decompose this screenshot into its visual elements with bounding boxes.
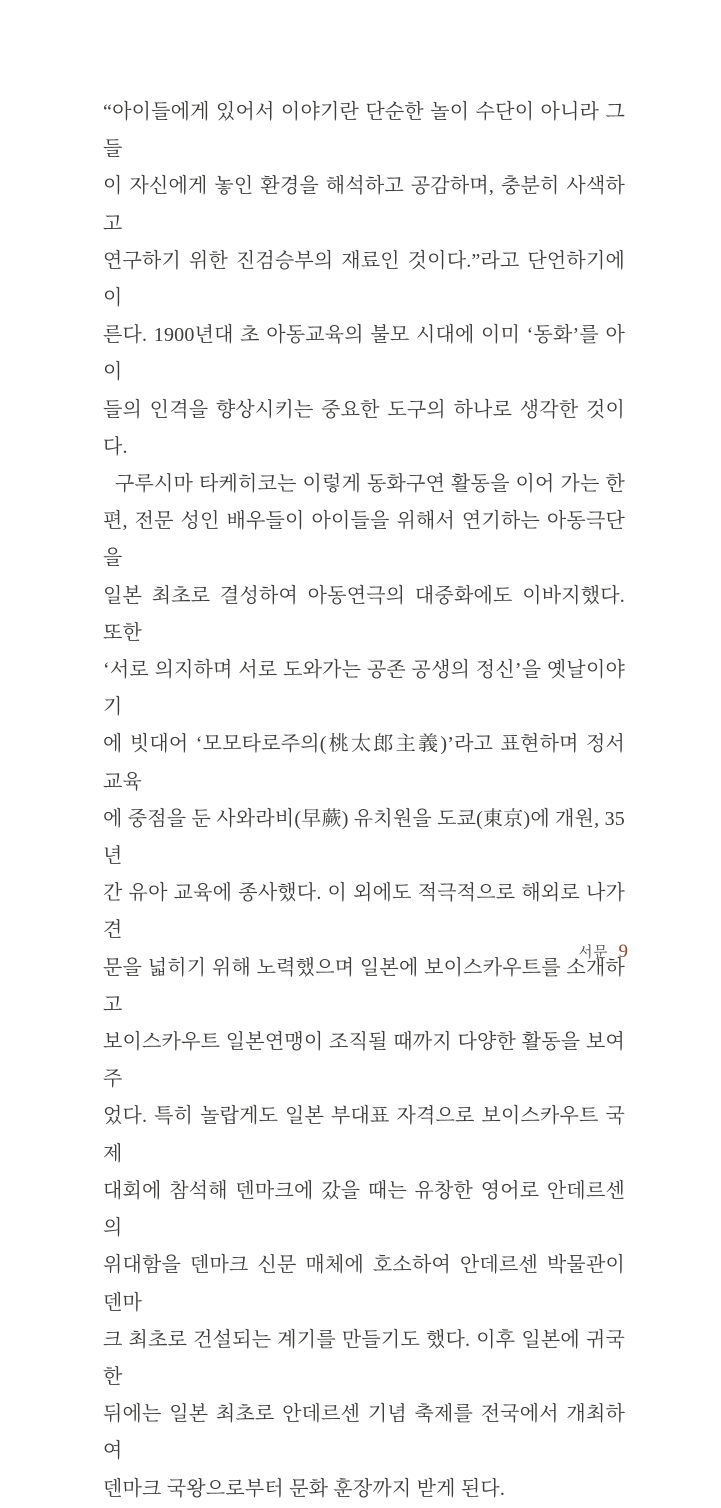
text-line: 보이스카우트 일본연맹이 조직될 때까지 다양한 활동을 보여 주 (103, 1031, 625, 1091)
page-footer (578, 941, 628, 963)
text-line: 크 최초로 건설되는 계기를 만들기도 했다. 이후 일본에 귀국한 (103, 1328, 625, 1388)
text-line: 었다. 특히 놀랍게도 일본 부대표 자격으로 보이스카우트 국제 (103, 1105, 625, 1165)
text-line: 간 유아 교육에 종사했다. 이 외에도 적극적으로 해외로 나가 견 (103, 882, 625, 942)
text-line: ‘서로 의지하며 서로 도와가는 공존 공생의 정신’을 옛날이야기 (103, 659, 625, 719)
footer-page-number: 9 (618, 941, 628, 962)
text-line: 연구하기 위한 진검승부의 재료인 것이다.”라고 단언하기에 이 (103, 249, 625, 310)
text-line: 대회에 참석해 덴마크에 갔을 때는 유창한 영어로 안데르센의 (103, 1179, 625, 1240)
text-line: 에 빗대어 ‘모모타로주의(桃太郎主義)’라고 표현하며 정서 교육 (103, 733, 625, 793)
text-line: 른다. 1900년대 초 아동교육의 불모 시대에 이미 ‘동화’를 아이 (103, 324, 625, 384)
text-line: 들의 인격을 향상시키는 중요한 도구의 하나로 생각한 것이다. (103, 398, 625, 458)
text-line: 에 중점을 둔 사와라비(早蕨) 유치원을 도쿄(東京)에 개원, 35년 (103, 807, 625, 868)
body-text (103, 94, 625, 1508)
text-line: 일본 최초로 결성하여 아동연극의 대중화에도 이바지했다. 또한 (103, 584, 625, 644)
footer-section-label: 서문 (578, 945, 609, 961)
text-line: 뒤에는 일본 최초로 안데르센 기념 축제를 전국에서 개최하여 (103, 1403, 625, 1463)
text-line: “아이들에게 있어서 이야기란 단순한 놀이 수단이 아니라 그들 (103, 101, 625, 161)
text-line: 덴마크 국왕으로부터 문화 훈장까지 받게 된다. (103, 1477, 506, 1500)
text-line: 위대함을 덴마크 신문 매체에 호소하여 안데르센 박물관이 덴마 (103, 1254, 625, 1314)
text-line: 문을 넓히기 위해 노력했으며 일본에 보이스카우트를 소개하고 (103, 956, 625, 1016)
text-line: 이 자신에게 놓인 환경을 해석하고 공감하며, 충분히 사색하고 (103, 175, 625, 235)
text-line: 구루시마 타케히코는 이렇게 동화구연 활동을 이어 가는 한 (115, 473, 625, 496)
text-line: 편, 전문 성인 배우들이 아이들을 위해서 연기하는 아동극단을 (103, 510, 625, 570)
